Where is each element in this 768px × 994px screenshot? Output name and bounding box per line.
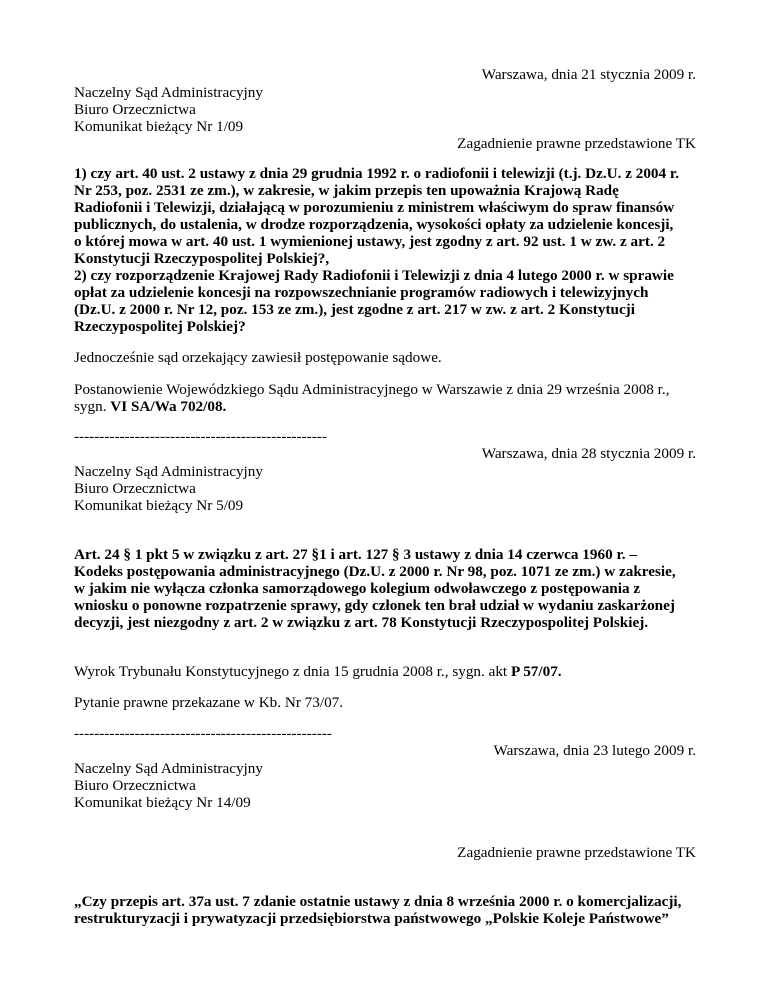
body-line: Rzeczypospolitej Polskiej? bbox=[74, 318, 246, 335]
case-reference: P 57/07. bbox=[510, 663, 562, 680]
body-line: w jakim nie wyłącza członka samorządowego kolegium odwoławczego z postępowania z bbox=[74, 580, 641, 597]
source-line: Postanowienie Wojewódzkiego Sądu Administracyjnego w Warszawie z dnia 29 września 2008 r., bbox=[74, 381, 670, 398]
body-line: o której mowa w art. 40 ust. 1 wymienionej ustawy, jest zgodny z art. 92 ust. 1 w zw. z art. 2 bbox=[74, 233, 666, 250]
body-line: Radiofonii i Telewizji, działającą w porozumieniu z ministrem właściwym do spraw finansów bbox=[74, 199, 675, 216]
verdict-text: Wyrok Trybunału Konstytucyjnego z dnia 15 grudnia 2008 r., sygn. akt bbox=[74, 663, 511, 680]
court-name: Naczelny Sąd Administracyjny bbox=[74, 760, 263, 777]
topic-line: Zagadnienie prawne przedstawione TK bbox=[457, 844, 696, 861]
office-name: Biuro Orzecznictwa bbox=[74, 480, 196, 497]
office-name: Biuro Orzecznictwa bbox=[74, 101, 196, 118]
bulletin-number: Komunikat bieżący Nr 14/09 bbox=[74, 794, 251, 811]
signature-prefix: sygn. bbox=[74, 398, 111, 415]
body-line: publicznych, do ustalenia, w drodze rozporządzenia, wysokości opłaty za udzielenie koncesji, bbox=[74, 216, 674, 233]
court-name: Naczelny Sąd Administracyjny bbox=[74, 463, 263, 480]
separator-line: -------------------------------------------------- bbox=[74, 428, 327, 445]
body-line: „Czy przepis art. 37a ust. 7 zdanie ostatnie ustawy z dnia 8 września 2000 r. o komercjalizacji, bbox=[74, 893, 682, 910]
note-line: Jednocześnie sąd orzekający zawiesił postępowanie sądowe. bbox=[74, 349, 442, 366]
source-signature-line bbox=[74, 398, 696, 416]
body-line: opłat za udzielenie koncesji na rozpowszechnianie programów radiowych i telewizyjnych bbox=[74, 284, 649, 301]
body-line: Art. 24 § 1 pkt 5 w związku z art. 27 §1 i art. 127 § 3 ustawy z dnia 14 czerwca 1960 r. – bbox=[74, 546, 637, 563]
body-line: Nr 253, poz. 2531 ze zm.), w zakresie, w jakim przepis ten upoważnia Krajową Radę bbox=[74, 182, 619, 199]
body-line: 2) czy rozporządzenie Krajowej Rady Radiofonii i Telewizji z dnia 4 lutego 2000 r. w sprawie bbox=[74, 267, 674, 284]
body-line: restrukturyzacji i prywatyzacji przedsiębiorstwa państwowego „Polskie Koleje Państwowe” bbox=[74, 910, 669, 927]
body-line: wniosku o ponowne rozpatrzenie sprawy, gdy członek ten brał udział w wydaniu zaskarżonej bbox=[74, 597, 675, 614]
verdict-line bbox=[74, 663, 696, 681]
date-line: Warszawa, dnia 28 stycznia 2009 r. bbox=[481, 445, 696, 462]
topic-line: Zagadnienie prawne przedstawione TK bbox=[457, 135, 696, 152]
date-line: Warszawa, dnia 23 lutego 2009 r. bbox=[493, 742, 696, 759]
body-line: decyzji, jest niezgodny z art. 2 w związku z art. 78 Konstytucji Rzeczypospolitej Polskiej. bbox=[74, 614, 649, 631]
court-name: Naczelny Sąd Administracyjny bbox=[74, 84, 263, 101]
office-name: Biuro Orzecznictwa bbox=[74, 777, 196, 794]
bulletin-number: Komunikat bieżący Nr 5/09 bbox=[74, 497, 244, 514]
body-line: Konstytucji Rzeczypospolitej Polskiej?, bbox=[74, 250, 330, 267]
body-line: Kodeks postępowania administracyjnego (Dz.U. z 2000 r. Nr 98, poz. 1071 ze zm.) w zakresie, bbox=[74, 563, 676, 580]
question-line: Pytanie prawne przekazane w Kb. Nr 73/07. bbox=[74, 694, 344, 711]
date-line: Warszawa, dnia 21 stycznia 2009 r. bbox=[481, 66, 696, 83]
separator-line: --------------------------------------------------- bbox=[74, 725, 332, 742]
body-line: (Dz.U. z 2000 r. Nr 12, poz. 153 ze zm.), jest zgodne z art. 217 w zw. z art. 2 Konstytucji bbox=[74, 301, 635, 318]
bulletin-number: Komunikat bieżący Nr 1/09 bbox=[74, 118, 244, 135]
case-reference: VI SA/Wa 702/08. bbox=[110, 398, 227, 415]
body-line: 1) czy art. 40 ust. 2 ustawy z dnia 29 grudnia 1992 r. o radiofonii i telewizji (t.j. Dz.U. z 2004 r. bbox=[74, 165, 680, 182]
